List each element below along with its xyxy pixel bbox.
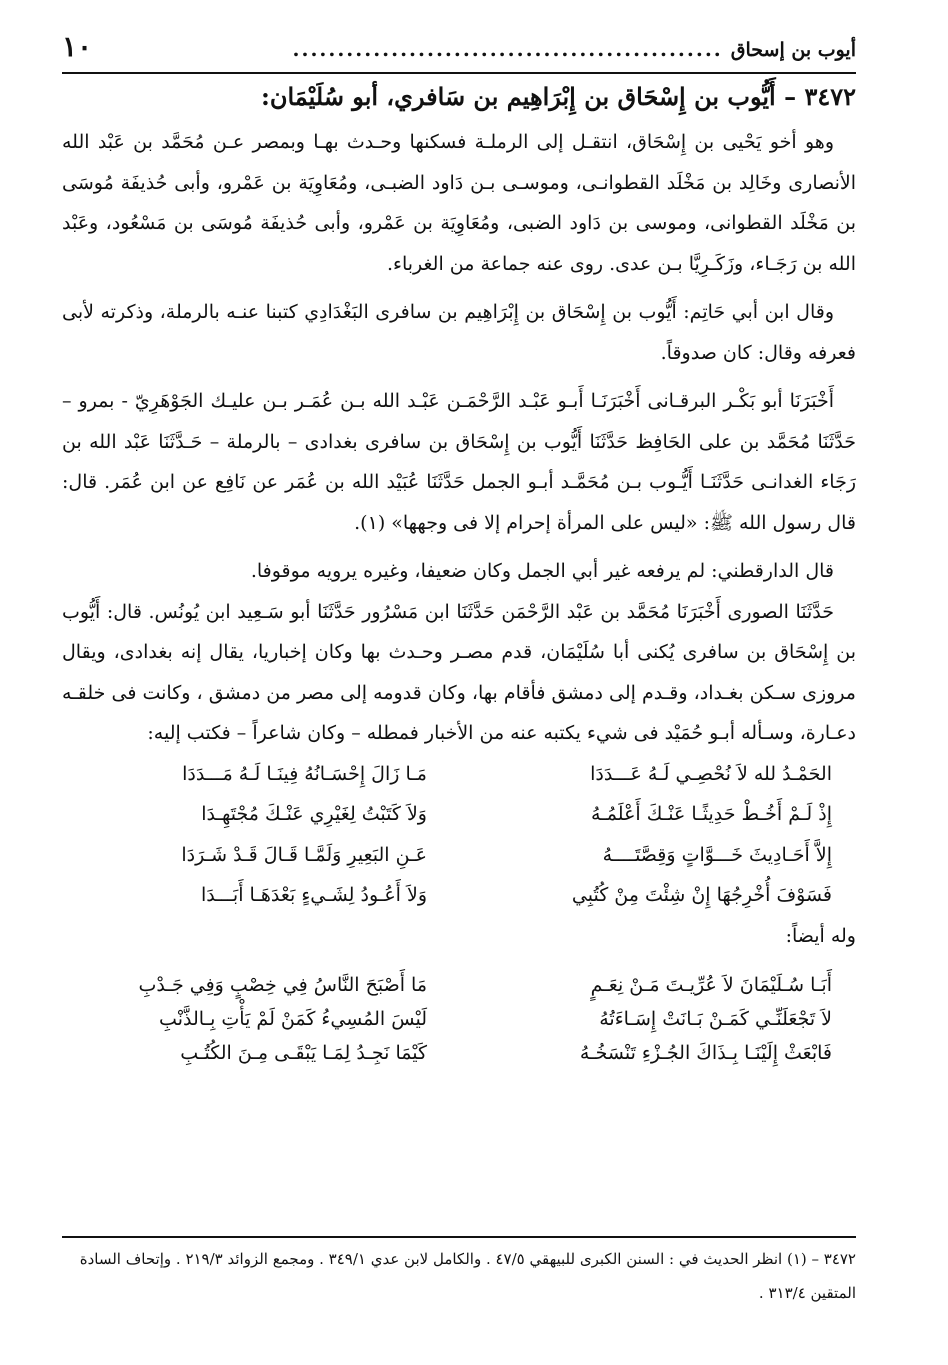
running-header [62,30,856,74]
verse-hemistich: لاَ تَجْعَلَنِّـي كَمَـنْ بَـانَتْ إِسَـاءَتُهُ [599,1008,832,1030]
verse-hemistich: فَسَوْفَ أُخْرِجُهَا إِنْ شِئْتَ مِنْ كُتُبِي [571,884,832,906]
footnotes: ٣٤٧٢ – (١) انظر الحديث في : السنن الكبرى للبيهقي ٤٧/٥ . والكامل لابن عدي ٣٤٩/١ . ومجمع الزوائد ٢١٩/٣ . وإتحاف السادة المتقين ٣١٣/٤ . [62,1236,856,1310]
verse-hemistich: وَلاَ أَعُـودُ لِشَـيءٍ بَعْدَهَـا أَبَـــدَا [200,884,427,906]
leader-dots: ................................................ [292,37,723,61]
paragraph-ibn-abi-hatim: وقال ابن أبي حَاتِم: أَيُّوب بن إِسْحَاق بن إِبْرَاهِيم بن سافرى البَغْدَادِي كتبنا عنـه بالرملة، وذكرته لأبى فعرفه وقال: كان صدوقاً. [62,301,856,364]
running-title-group [293,37,856,61]
verse-hemistich: مَـا زَالَ إِحْسَـانُهُ فِينَـا لَـهُ مَـــدَدَا [182,762,427,785]
verse-hemistich: مَا أَصْبَحَ النَّاسُ فِي خِصْبٍ وَفِي جَـدْبِ [138,974,427,996]
verse-hemistich: عَـنِ البَعِيرِ وَلَمَّـا قَـالَ قَـدْ شَـرَدَا [181,843,427,866]
verse-hemistich: إِذْ لَـمْ أَخُـطْ حَدِيثًـا عَنْـكَ أَعْلَمُـهُ [591,803,832,825]
verse-hemistich: الحَمْـدُ لله لاَ نُحْصِـي لَـهُ عَـــدَدَا [590,762,832,785]
verse-hemistich: إِلاَّ أَحَـادِيثَ خَـــوَّاتٍ وَقِصَّتَــــهُ [602,843,832,866]
paragraph-hadith-chain: أَخْبَرَنَا أبو بَكْـر البرقـانى أَخْبَرَنَـا أَبـو عَبْـد الرَّحْمَـن عَبْـد الله بـن عُمَـر بـن عليـك الجَوْهَرِيّ - بمرو – حَدَّثَنَا مُحَمَّد بن على الحَافِظ حَدَّثَنَا أَيُّوب بن إِسْحَاق بن سافرى بغدادى – بالرملة – حَـدَّثَنَا عَبْد الله بن رَجَاء الغدانـى حَدَّثَنَـا أَيُّـوب بـن مُحَمَّـد أبـو الجمل حَدَّثَنَا عُبَيْد الله بن عُمَر عن نَافِع عن ابن عُمَر. قال: قال رسول الله ﷺ: «ليس على المرأة إحرام إلا فى وجهها» (١). [62,390,856,534]
running-title: أيوب بن إسحاق [730,39,856,61]
verse-hemistich: لَيْسَ المُسِيءُ كَمَنْ لَمْ يَأْتِ بِـالذَّنْبِ [159,1008,427,1030]
also-line: وله أيضاً: [785,924,856,947]
poem-first [62,754,832,916]
entry-title: ٣٤٧٢ – أَيُّوب بن إِسْحَاق بن إِبْرَاهِيم بن سَافري، أبو سُلَيْمَان: [260,82,856,111]
paragraph-ibn-yunus: حَدَّثَنَا الصورى أَخْبَرَنَا مُحَمَّد بن عَبْد الرَّحْمَن حَدَّثَنَا ابن مَسْرُور حَدَّثَنَا أبو سَـعِيد ابن يُونُس. قال: أَيُّوب بن إِسْحَاق بن سافرى يُكنى أبا سُلَيْمَان، قدم مصـر وحـدث بها وكان إخباريا، يقال إنه بغدادى، ويقال مروزى سـكن بغـداد، وقـدم إلى دمشق فأقام بها، وكان قدومه إلى مصر من دمشق ، وكانت فى خلقـه دعـارة، وسـأله أبـو حُمَيْد فى شيء يكتبه عنه من الأخبار فمطله – وكان شاعراً – فكتب إليه: [62,600,856,744]
verse-hemistich: كَيْمَا نَجِـدُ لِمَـا يَبْقَـى مِـنَ الكُتُـبِ [180,1042,427,1064]
poem-second [62,968,832,1070]
paragraph-biography: وهو أخو يَحْيى بن إِسْحَاق، انتقـل إلى الرملـة فسكنها وحـدث بهـا وبمصر عـن مُحَمَّد بن عَبْد الله الأنصارى وخَالِد بن مَخْلَد القطوانـى، وموسـى بـن دَاود الضبـى، ومُعَاوِيَة بن عَمْرو، وأبى حُذيفَة مُوسَى بن مَخْلَد القطوانى، وموسى بن دَاود الضبى، ومُعَاوِيَة بن عَمْرو، وأبى حُذيفَة مُوسَى بن مَسْعُود، وعَبْد الله بن رَجَـاء، وزَكَـرِيَّا بـن عدى. روى عنه جماعة من الغرباء. [62,131,856,275]
verse-hemistich: أَبَـا سُـلَيْمَانَ لاَ عُرِّيـتَ مَـنْ نِعَـمٍ [590,974,832,996]
verse-hemistich: فَابْعَثْ إِلَيْنَـا بِـذَاكَ الجُـزْءِ تَنْسَخُـهُ [579,1042,832,1064]
paragraph-daraqutni: قال الدارقطني: لم يرفعه غير أبي الجمل وكان ضعيفا، وغيره يرويه موقوفا. [250,560,834,582]
page-number: ١٠ [62,30,93,63]
verse-hemistich: وَلاَ كَتَبْتُ لِغَيْرِي عَنْـكَ مُجْتَهِـدَا [201,803,427,825]
